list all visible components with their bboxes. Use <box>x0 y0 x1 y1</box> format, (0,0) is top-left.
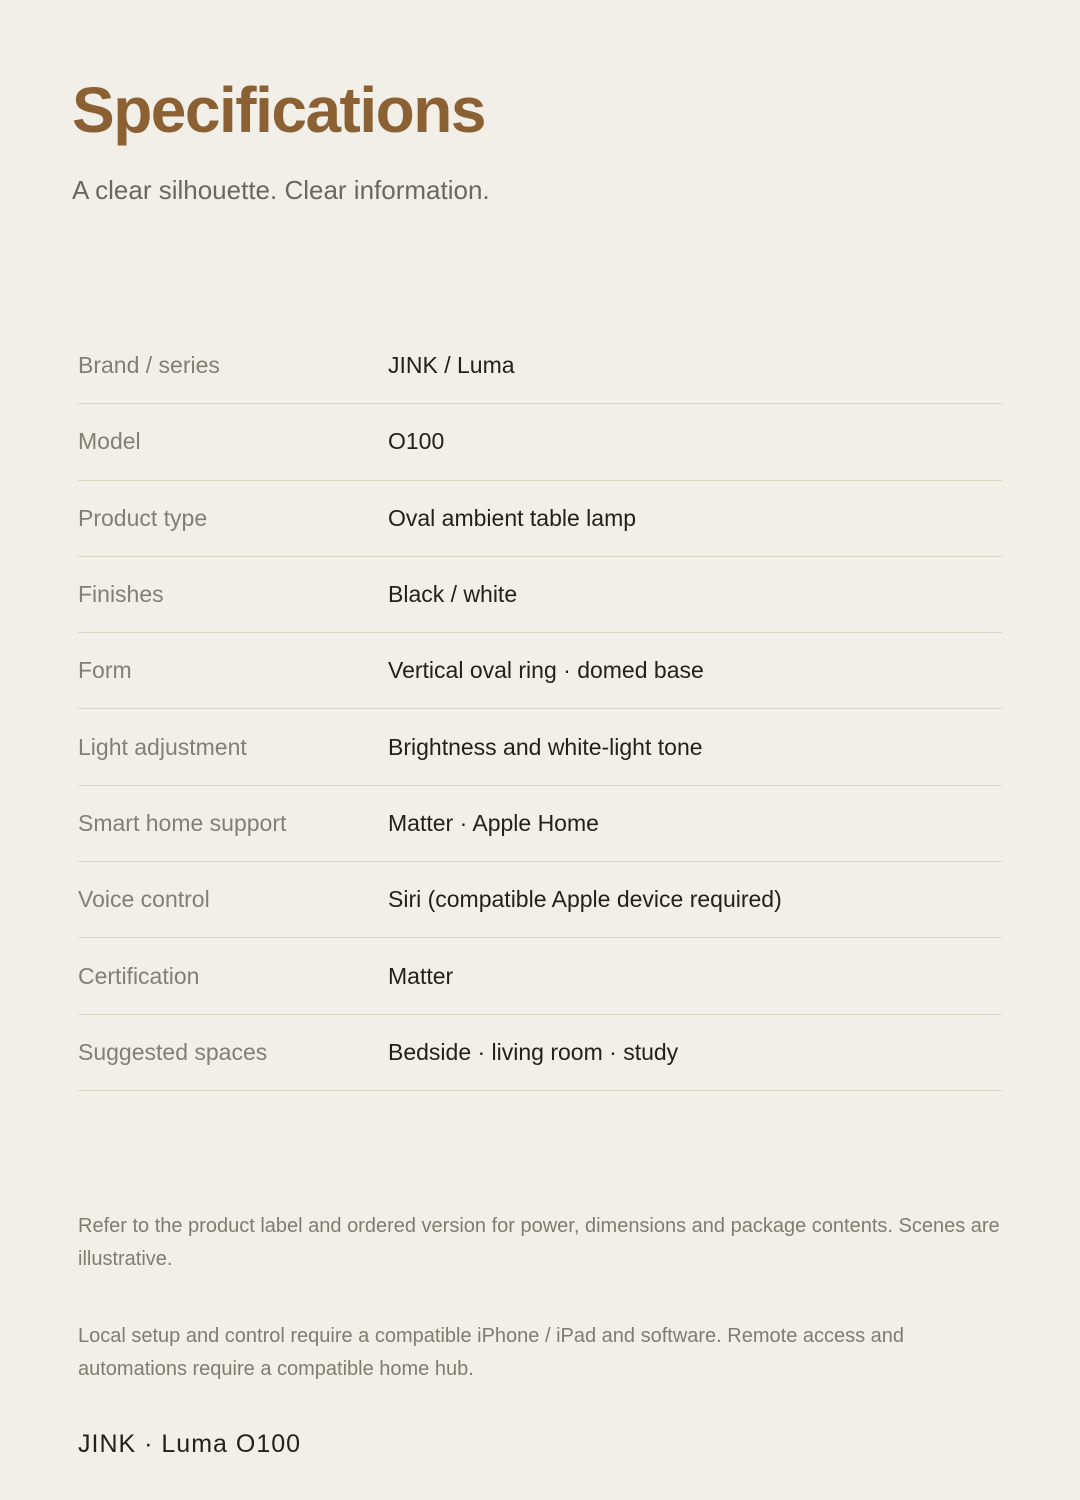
spec-row-model <box>78 404 1002 480</box>
spec-label: Finishes <box>78 581 164 608</box>
spec-row-brand-series <box>78 328 1002 404</box>
spec-table <box>78 328 1002 1091</box>
spec-row-product-type <box>78 481 1002 557</box>
spec-row-form <box>78 633 1002 709</box>
spec-row-smart-home-support <box>78 786 1002 862</box>
spec-row-finishes <box>78 557 1002 633</box>
spec-value: JINK / Luma <box>388 352 515 379</box>
spec-label: Smart home support <box>78 809 287 836</box>
page-subtitle: A clear silhouette. Clear information. <box>72 175 490 205</box>
spec-label: Certification <box>78 962 200 989</box>
spec-value: Vertical oval ring · domed base <box>388 657 704 684</box>
footer-brand: JINK · Luma O100 <box>78 1430 302 1458</box>
spec-label: Product type <box>78 504 208 531</box>
spec-label: Model <box>78 428 141 455</box>
spec-value: Bedside · living room · study <box>388 1038 679 1065</box>
spec-value: Matter · Apple Home <box>388 809 599 836</box>
spec-row-certification <box>78 938 1002 1014</box>
spec-value: Siri (compatible Apple device required) <box>388 886 782 913</box>
spec-label: Form <box>78 657 132 684</box>
spec-value: Black / white <box>388 581 518 608</box>
spec-value: Oval ambient table lamp <box>388 504 637 531</box>
page-title: Specifications <box>72 74 485 146</box>
spec-value: Matter <box>388 962 454 989</box>
spec-row-light-adjustment <box>78 709 1002 785</box>
spec-label: Brand / series <box>78 352 220 379</box>
footnote-power-dimensions: Refer to the product label and ordered version for power, dimensions and package contents. Scenes are illustrative. <box>78 1215 1000 1270</box>
spec-row-suggested-spaces <box>78 1015 1002 1091</box>
spec-row-voice-control <box>78 862 1002 938</box>
footnote-setup-requirements: Local setup and control require a compatible iPhone / iPad and software. Remote access and automations require a compatible home hub. <box>78 1325 905 1380</box>
spec-label: Voice control <box>78 886 210 913</box>
spec-label: Light adjustment <box>78 733 247 760</box>
spec-label: Suggested spaces <box>78 1038 268 1065</box>
spec-value: Brightness and white-light tone <box>388 733 703 760</box>
spec-value: O100 <box>388 428 445 455</box>
